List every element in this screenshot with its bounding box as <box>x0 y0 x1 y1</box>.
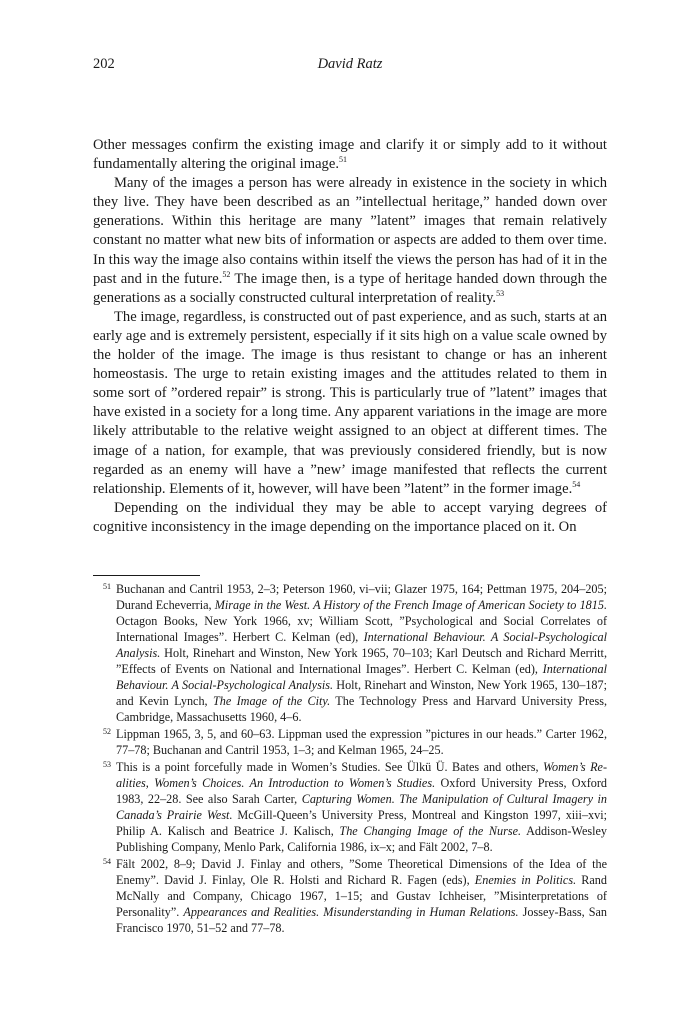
footnote-text: Addison-Wesley Publishing Company, Menlo Park, California 1986, ix–x; and Fält 2002, 7–8. <box>116 824 607 854</box>
footnote-text: Oxford University Press, Oxford 1983, 22–28. See also Sarah Carter, <box>116 776 607 806</box>
paragraph-2 <box>93 174 607 308</box>
paragraph-2-text-a: Many of the images a person has were already in existence in the society in which they live. They have been described as an ”intellectual heritage,” handed down over generations. Within this heritage are many ”latent” images that remain relatively constant no matter what new bits of information or aspects are added to them over time. In this way the image also contains within itself the views the person has had of it in the past and in the future. <box>93 175 607 287</box>
paragraph-4-text: Depending on the individual they may be able to accept varying degrees of cognitive inconsistency in the image depending on the importance placed on it. On <box>93 499 607 535</box>
running-head: David Ratz <box>317 56 383 72</box>
footnote-title: Mirage in the West. A History of the French Image of American Society to 1815. <box>214 598 607 612</box>
footnote-number: 52 <box>103 727 111 736</box>
paragraph-3 <box>93 308 607 499</box>
footnote-53 <box>93 759 607 855</box>
page-header <box>93 56 607 74</box>
footnote-title: Appearances and Realities. Misunderstanding in Human Relations. <box>183 905 519 919</box>
footnote-51 <box>93 581 607 725</box>
footnote-text: Buchanan and Cantril 1953, 2–3; Peterson 1960, vi–vii; Glazer 1975, 164; Pettman 1975, 204–205; Durand Echeverria, <box>116 582 607 612</box>
page-number: 202 <box>93 56 115 72</box>
footnote-text: Jossey-Bass, San Francisco 1970, 51–52 and 77–78. <box>116 905 607 935</box>
footnote-number: 53 <box>103 760 111 769</box>
footnote-title: International Behaviour. A Social-Psychological Analysis. <box>116 662 607 692</box>
footnote-title: Enemies in Politics. <box>474 873 577 887</box>
footnote-title: International Behaviour. A Social-Psychological Analysis. <box>116 630 607 660</box>
footnote-title: The Changing Image of the Nurse. <box>339 824 522 838</box>
footnote-text: Octagon Books, New York 1966, xv; William Scott, ”Psychological and Social Correlates of International Images”. Herbert C. Kelman (ed), <box>116 614 607 644</box>
footnote-title: The Image of the City. <box>212 694 331 708</box>
paragraph-1 <box>93 136 607 174</box>
paragraph-1-text: Other messages confirm the existing image and clarify it or simply add to it without fundamentally altering the original image. <box>93 137 607 173</box>
footnote-text: This is a point forcefully made in Women’s Studies. See Ülkü Ü. Bates and others, <box>116 760 543 774</box>
footnote-text: The Technology Press and Harvard University Press, Cambridge, Massachusetts 1960, 4–6. <box>116 694 607 724</box>
footnote-52 <box>93 726 607 758</box>
paragraph-3-text: The image, regardless, is constructed out of past experience, and as such, starts at an early age and is extremely persistent, especially if it sits high on a value scale owned by the holder of the image. The image is thus resistant to change or has an inherent homeostasis. The urge to retain existing images and the attitudes related to them in some sort of ”ordered repair” is strong. This is particularly true of ”latent” images that have existed in a society for a long time. Any apparent variations in the image are more likely attributable to the relative weight assigned to an object at different times. The image of a nation, for example, that was previously considered friendly, but is now regarded as an enemy will have a ”new’ image manifested that reflects the current relationship. Elements of it, however, will have been ”latent” in the former image. <box>93 308 607 497</box>
footnote-title: Women’s Re-alities, Women’s Choices. An Introduction to Women’s Studies. <box>116 760 608 790</box>
footnote-text: Holt, Rinehart and Winston, New York 1965, 70–103; Karl Deutsch and Richard Merritt, ”Effects of Events on National and International Images”. Herbert C. Kelman (ed), <box>116 646 607 676</box>
footnote-number: 54 <box>103 857 111 866</box>
footnote-number: 51 <box>103 582 111 591</box>
footnote-54 <box>93 856 607 936</box>
footnote-text: McGill-Queen’s University Press, Montreal and Kingston 1997, xiii–xvi; Philip A. Kalisch and Beatrice J. Kalisch, <box>116 808 607 838</box>
paragraph-4 <box>93 499 607 537</box>
note-ref-53[interactable]: 53 <box>496 288 505 298</box>
paragraph-2-text-b: The image then, is a type of heritage handed down through the generations as a socially constructed cultural interpretation of reality. <box>93 270 607 306</box>
footnote-rule <box>93 575 200 576</box>
footnote-text: Holt, Rinehart and Winston, New York 1965, 130–187; and Kevin Lynch, <box>116 678 608 708</box>
body-text <box>93 136 607 537</box>
note-ref-54[interactable]: 54 <box>572 479 581 489</box>
footnote-title: Capturing Women. The Manipulation of Cultural Imagery in Canada’s Prairie West. <box>116 792 607 822</box>
footnote-text: Fält 2002, 8–9; David J. Finlay and others, ”Some Theoretical Dimensions of the Idea of the Enemy”. David J. Finlay, Ole R. Holsti and Richard R. Fagen (eds), <box>116 857 607 887</box>
note-ref-51[interactable]: 51 <box>339 155 347 165</box>
footnotes <box>93 581 607 937</box>
note-ref-52[interactable]: 52 <box>222 269 231 279</box>
footnote-text: Rand McNally and Company, Chicago 1967, 1–15; and Gustav Ichheiser, ”Misinterpretations of Personality”. <box>116 873 607 919</box>
footnote-text: Lippman 1965, 3, 5, and 60–63. Lippman used the expression ”pictures in our heads.” Carter 1962, 77–78; Buchanan and Cantril 1953, 1–3; and Kelman 1965, 24–25. <box>116 727 607 757</box>
